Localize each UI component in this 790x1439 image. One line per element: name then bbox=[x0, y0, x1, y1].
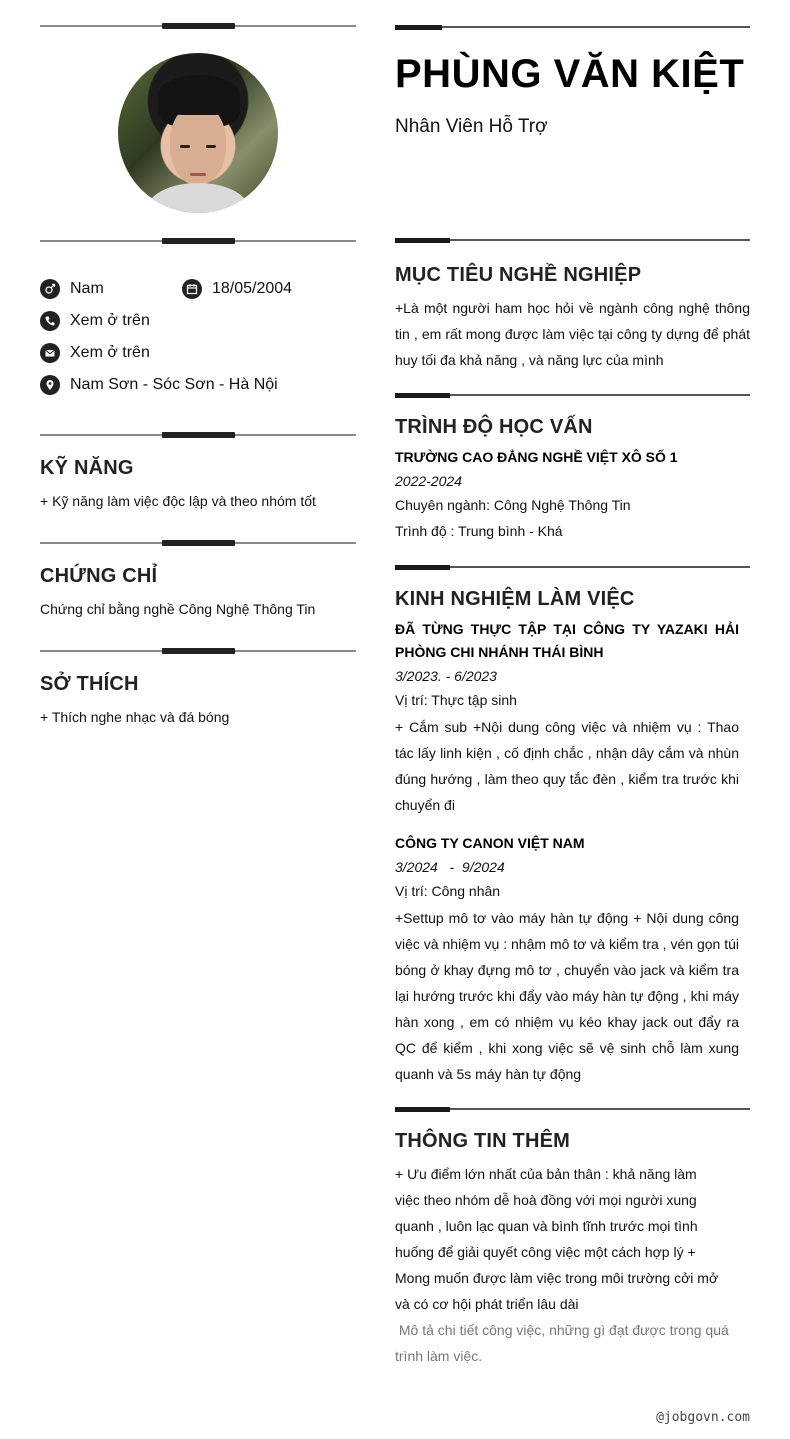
right-column bbox=[395, 0, 750, 1439]
school-name: TRƯỜNG CAO ĐẲNG NGHỀ VIỆT XÔ SỐ 1 bbox=[395, 449, 678, 465]
education-level: Trình độ : Trung bình - Khá bbox=[395, 523, 563, 539]
address-row bbox=[40, 374, 278, 396]
job-1-description: + Cắm sub +Nội dung công việc và nhiệm vụ : Thao tác lấy linh kiện , cố định chắc , nhận dây cắm và nhùn đúng hướng , làm theo quy tắc đèn , kiểm tra trước khi chuyển đi bbox=[395, 719, 739, 813]
divider bbox=[40, 540, 356, 546]
divider bbox=[395, 1107, 750, 1112]
job-1-company: ĐÃ TỪNG THỰC TẬP TẠI CÔNG TY YAZAKI HẢI PHÒNG CHI NHÁNH THÁI BÌNH bbox=[395, 621, 739, 660]
gender-icon bbox=[40, 279, 60, 299]
job-2-company: CÔNG TY CANON VIỆT NAM bbox=[395, 835, 585, 851]
location-pin-icon bbox=[40, 375, 60, 395]
divider bbox=[40, 238, 356, 244]
divider bbox=[395, 238, 750, 243]
email-icon bbox=[40, 343, 60, 363]
certificates-title: CHỨNG CHỈ bbox=[40, 565, 158, 587]
objective-title: MỤC TIÊU NGHỀ NGHIỆP bbox=[395, 264, 642, 286]
address-text: Nam Sơn - Sóc Sơn - Hà Nội bbox=[70, 376, 278, 393]
watermark: @jobgovn.com bbox=[656, 1410, 750, 1425]
additional-text: + Ưu điểm lớn nhất của bản thân : khả năng làm việc theo nhóm dễ hoà đồng với mọi người xung quanh , luôn lạc quan và bình tĩnh trước mọi tình huống để giải quyết công việc một cách hợp lý + Mong muốn được làm việc trong môi trường cởi mở và có cơ hội phát triển lâu dài bbox=[395, 1166, 719, 1312]
divider bbox=[40, 648, 356, 654]
left-column bbox=[40, 0, 356, 1439]
additional-placeholder: Mô tả chi tiết công việc, những gì đạt được trong quá trình làm việc. bbox=[395, 1322, 733, 1364]
phone-text: Xem ở trên bbox=[70, 312, 150, 329]
calendar-icon bbox=[182, 279, 202, 299]
birthday-row bbox=[182, 278, 292, 300]
gender-row bbox=[40, 278, 104, 300]
phone-row bbox=[40, 310, 150, 332]
education-major: Chuyên ngành: Công Nghệ Thông Tin bbox=[395, 497, 631, 513]
hobbies-title: SỞ THÍCH bbox=[40, 673, 139, 695]
job-1-period: 3/2023. - 6/2023 bbox=[395, 668, 497, 684]
email-text: Xem ở trên bbox=[70, 344, 150, 361]
divider bbox=[395, 25, 750, 30]
divider bbox=[395, 565, 750, 570]
education-period: 2022-2024 bbox=[395, 473, 462, 489]
additional-title: THÔNG TIN THÊM bbox=[395, 1130, 571, 1152]
job-2-position: Vị trí: Công nhân bbox=[395, 883, 501, 899]
gender-text: Nam bbox=[70, 280, 104, 297]
divider bbox=[395, 393, 750, 398]
job-1-position: Vị trí: Thực tập sinh bbox=[395, 692, 517, 708]
objective-text: +Là một người ham học hỏi về ngành công nghệ thông tin , em rất mong được làm việc tại công ty dựng để phát huy tối đa khả năng , và năng lực của mình bbox=[395, 300, 750, 368]
education-title: TRÌNH ĐỘ HỌC VẤN bbox=[395, 416, 593, 438]
skills-text: + Kỹ năng làm việc độc lập và theo nhóm tốt bbox=[40, 493, 316, 509]
email-row bbox=[40, 342, 150, 364]
job-title: Nhân Viên Hỗ Trợ bbox=[395, 116, 548, 137]
job-2-description: +Settup mô tơ vào máy hàn tự động + Nội dung công việc và nhiệm vụ : nhậm mô tơ và kiểm tra , vén gọn túi bóng ở khay đựng mô tơ , chuyển vào jack và kiểm tra lại hướng trước khi đẩy vào máy hàn tự động , khi máy hàn xong , em có nhiệm vụ kéo khay jack out đẩy ra QC để kiểm , khi xong việc sẽ vệ sinh chỗ làm xung quanh và 5s máy hàn tự động bbox=[395, 910, 739, 1082]
hobbies-text: + Thích nghe nhạc và đá bóng bbox=[40, 709, 230, 725]
divider bbox=[40, 432, 356, 438]
job-2-period: 3/2024 - 9/2024 bbox=[395, 859, 505, 875]
certificates-text: Chứng chỉ bằng nghề Công Nghệ Thông Tin bbox=[40, 601, 316, 617]
experience-title: KINH NGHIỆM LÀM VIỆC bbox=[395, 588, 635, 610]
phone-icon bbox=[40, 311, 60, 331]
birthday-text: 18/05/2004 bbox=[212, 280, 293, 297]
candidate-name: PHÙNG VĂN KIỆT bbox=[395, 52, 745, 96]
skills-title: KỸ NĂNG bbox=[40, 457, 134, 479]
avatar bbox=[118, 53, 278, 213]
divider bbox=[40, 23, 356, 29]
